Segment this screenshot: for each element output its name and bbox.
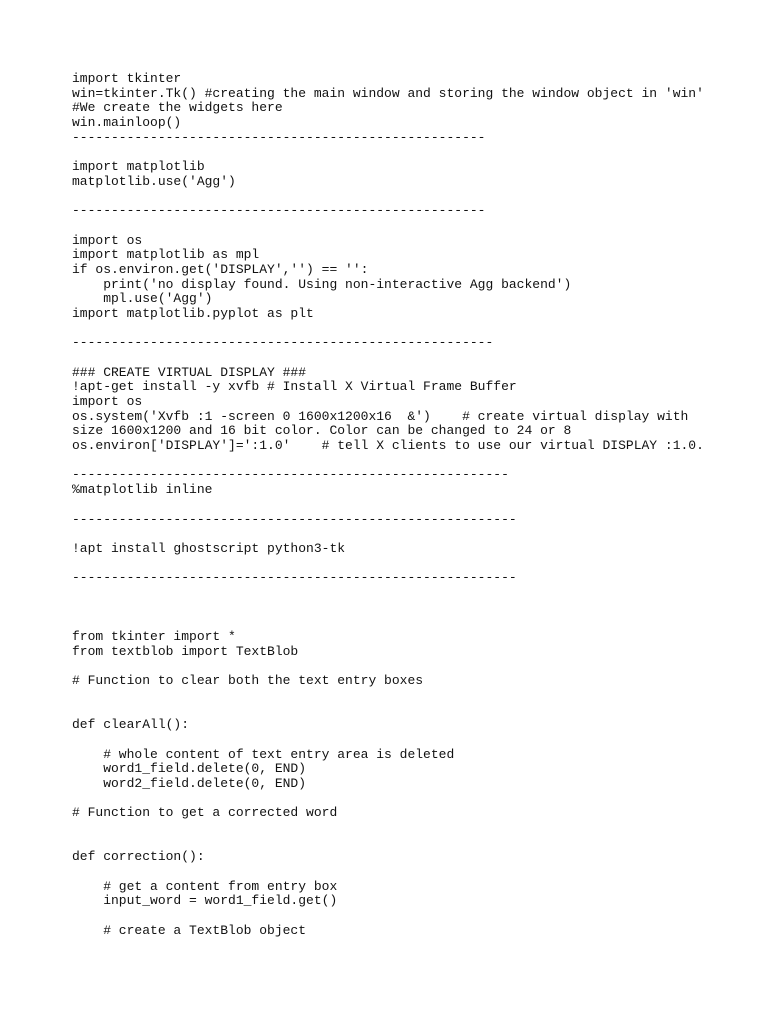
- code-line: os.system('Xvfb :1 -screen 0 1600x1200x16 &') # create virtual display with: [72, 409, 689, 424]
- code-comment: # whole content of text entry area is deleted: [72, 747, 455, 762]
- code-line: if os.environ.get('DISPLAY','') == '':: [72, 262, 369, 277]
- separator-line: -----------------------------------------------------: [72, 130, 486, 145]
- code-line: def correction():: [72, 849, 205, 864]
- code-line: !apt install ghostscript python3-tk: [72, 541, 346, 556]
- code-line: mpl.use('Agg'): [72, 291, 213, 306]
- code-line: import os: [72, 394, 143, 409]
- separator-line: --------------------------------------------------------: [72, 467, 509, 482]
- code-line: import tkinter: [72, 71, 182, 86]
- code-line: !apt-get install -y xvfb # Install X Virtual Frame Buffer: [72, 379, 517, 394]
- code-line: import os: [72, 233, 143, 248]
- code-line: #We create the widgets here: [72, 100, 283, 115]
- code-comment: # Function to clear both the text entry boxes: [72, 673, 424, 688]
- code-line: from tkinter import *: [72, 629, 236, 644]
- code-line: matplotlib.use('Agg'): [72, 174, 236, 189]
- code-line: def clearAll():: [72, 717, 190, 732]
- code-comment: # get a content from entry box: [72, 879, 338, 894]
- code-line: ### CREATE VIRTUAL DISPLAY ###: [72, 365, 307, 380]
- separator-line: ------------------------------------------------------: [72, 335, 494, 350]
- code-comment: # Function to get a corrected word: [72, 805, 338, 820]
- code-line: win=tkinter.Tk() #creating the main window and storing the window object in 'win': [72, 86, 704, 101]
- code-line: import matplotlib as mpl: [72, 247, 260, 262]
- code-comment: # create a TextBlob object: [72, 923, 307, 938]
- code-line: size 1600x1200 and 16 bit color. Color can be changed to 24 or 8: [72, 423, 572, 438]
- separator-line: ---------------------------------------------------------: [72, 570, 517, 585]
- code-line: %matplotlib inline: [72, 482, 213, 497]
- code-line: word1_field.delete(0, END): [72, 761, 307, 776]
- code-line: word2_field.delete(0, END): [72, 776, 307, 791]
- separator-line: -----------------------------------------------------: [72, 203, 486, 218]
- code-line: from textblob import TextBlob: [72, 644, 299, 659]
- separator-line: ---------------------------------------------------------: [72, 512, 517, 527]
- code-line: import matplotlib.pyplot as plt: [72, 306, 314, 321]
- code-line: import matplotlib: [72, 159, 205, 174]
- code-line: os.environ['DISPLAY']=':1.0' # tell X clients to use our virtual DISPLAY :1.0.: [72, 438, 704, 453]
- code-line: win.mainloop(): [72, 115, 182, 130]
- code-line: print('no display found. Using non-interactive Agg backend'): [72, 277, 572, 292]
- code-line: input_word = word1_field.get(): [72, 893, 338, 908]
